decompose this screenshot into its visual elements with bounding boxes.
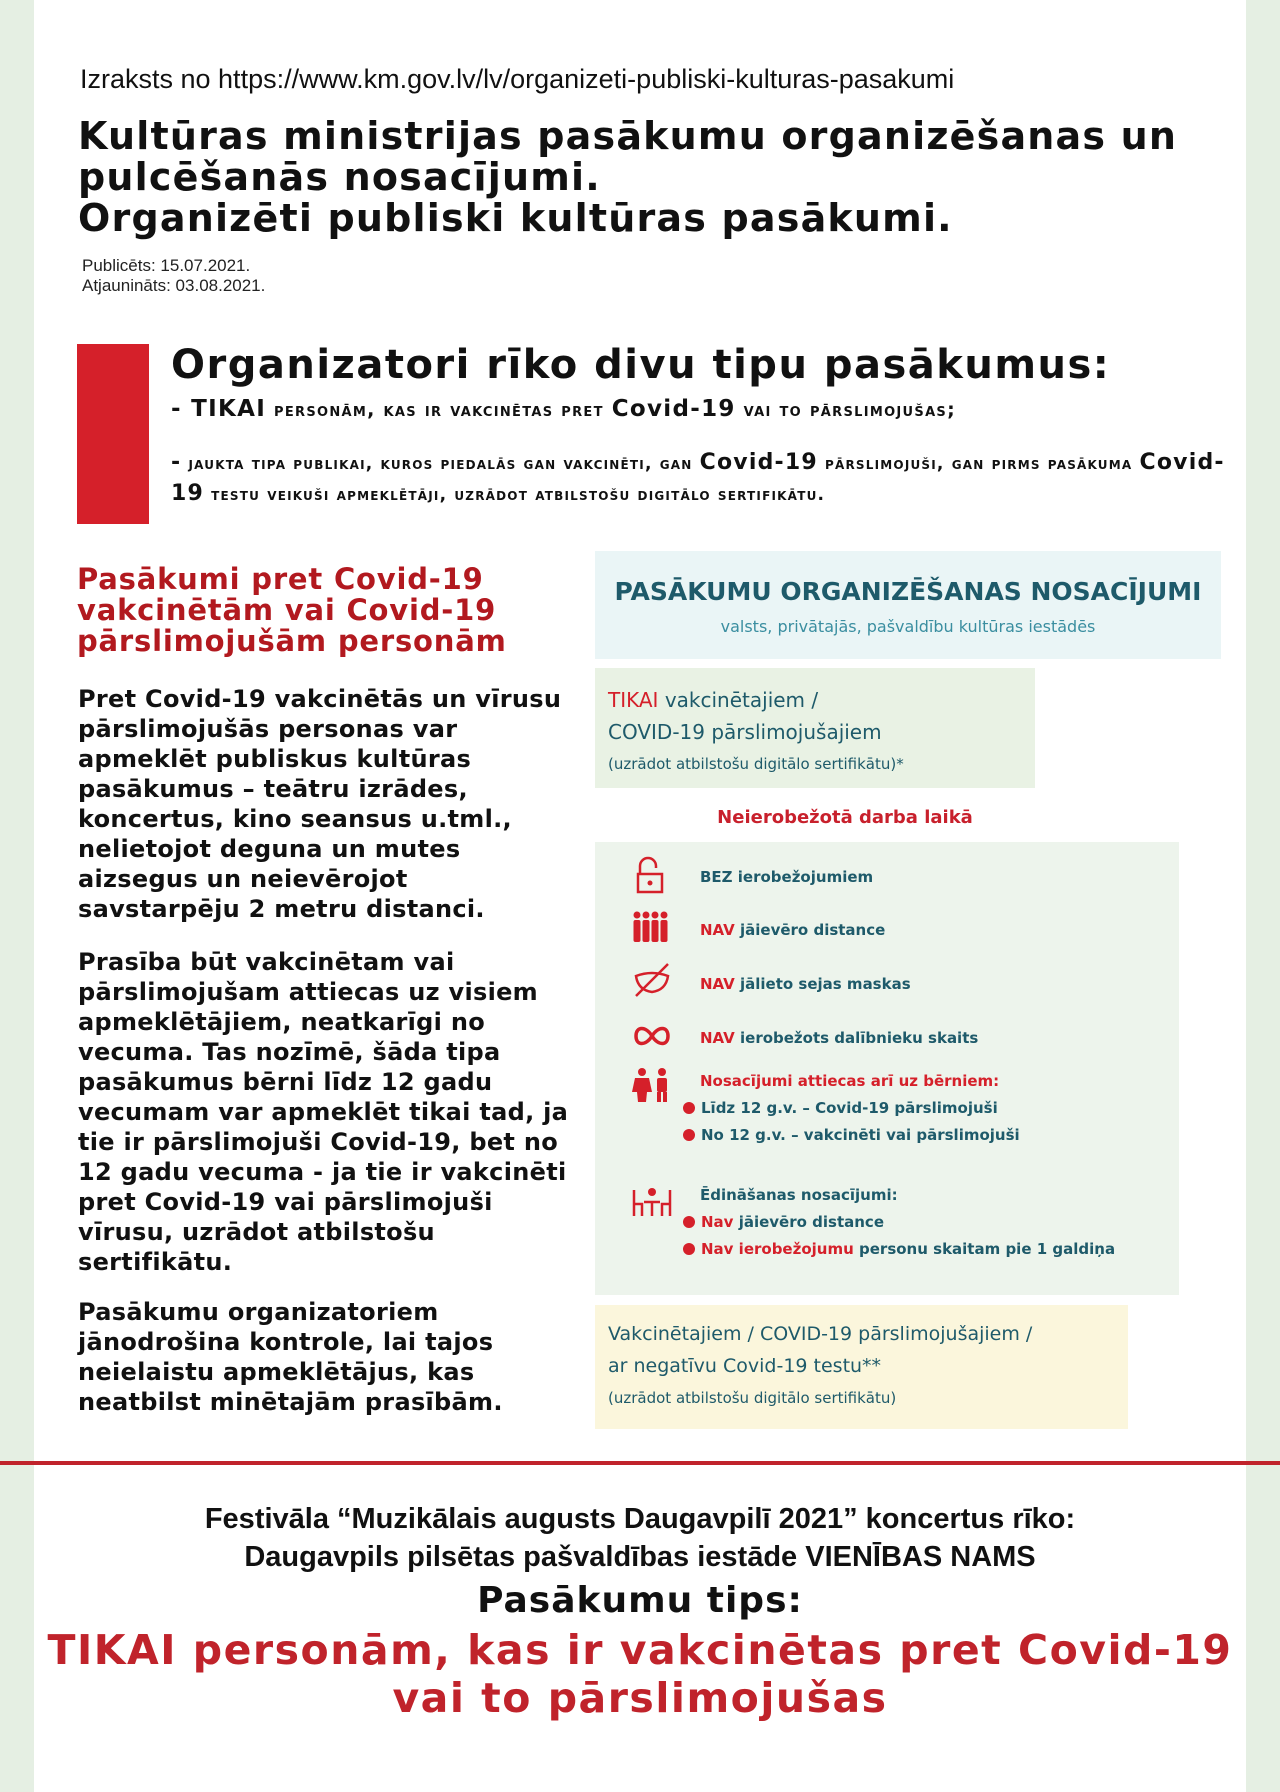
- event-type-1-prefix: - TIKAI: [171, 396, 267, 422]
- card2-line-1: Vakcinētajiem / COVID-19 pārslimojušajiem /: [608, 1323, 1033, 1345]
- card1-line-1: [608, 688, 818, 712]
- event-type-2: [171, 448, 1231, 510]
- updated-date: Atjaunināts: 03.08.2021.: [82, 276, 266, 295]
- infinity-icon: [630, 1016, 674, 1056]
- card1-line-3: (uzrādot atbilstošu digitālo sertifikātu)*: [608, 755, 904, 773]
- left-paragraph-1: Pret Covid-19 vakcinētās un vīrusu pārslimojušās personas var apmeklēt publiskus kultūras pasākumus – teātru izrādes, koncertus, kino seansus u.tml., nelietojot deguna un mutes aizsegus un neievērojot savstarpēju 2 metru distanci.: [78, 685, 562, 923]
- festival-line: Festivāla “Muzikālais augusts Daugavpilī 2021” koncertus rīko:: [204, 1503, 1076, 1535]
- infographic-subtitle: valsts, privātajās, pašvaldību kultūras iestādēs: [720, 617, 1096, 636]
- row-children-under-12-text: Līdz 12 g.v. – Covid-19 pārslimojuši: [701, 1099, 998, 1117]
- row-dining-distance-nav: Nav: [701, 1213, 734, 1231]
- mixed-audience-card: [595, 1305, 1128, 1429]
- left-column-heading: Pasākumi pret Covid-19 vakcinētām vai Covid-19 pārslimojušām personām: [77, 562, 507, 658]
- card1-line-2: COVID-19 pārslimojušajiem: [608, 720, 882, 744]
- event-types-heading: Organizatori rīko divu tipu pasākumus:: [171, 342, 1111, 388]
- row-dining-table: [683, 1240, 1115, 1258]
- children-icon: [630, 1066, 674, 1106]
- row-participants-text: ierobežots dalībnieku skaits: [740, 1029, 979, 1047]
- row-masks-text: jālieto sejas maskas: [740, 975, 911, 993]
- event-type-2-covid: Covid-19: [699, 450, 818, 475]
- row-dining-distance: [683, 1213, 884, 1231]
- row-distance: [700, 921, 885, 939]
- page-title: [78, 116, 1198, 239]
- title-line-3: Organizēti publiski kultūras pasākumi.: [78, 196, 953, 240]
- event-type-1-covid: Covid-19: [611, 396, 736, 422]
- row-masks: [700, 975, 911, 993]
- event-type-1: [171, 396, 956, 422]
- card1-vaccinated: vakcinētajiem /: [664, 688, 819, 712]
- open-lock-icon: [630, 856, 674, 896]
- left-paragraph-3: Pasākumu organizatoriem jānodrošina kontrole, lai tajos neielaistu apmeklētājus, kas neatbilst minētajām prasībām.: [78, 1298, 503, 1416]
- organizer-line: Daugavpils pilsētas pašvaldības iestāde VIENĪBAS NAMS: [244, 1541, 1036, 1573]
- crowd-icon: [630, 908, 674, 948]
- left-paragraph-2: Prasība būt vakcinētam vai pārslimojušam attiecas uz visiem apmeklētājiem, neatkarīgi no vecuma. Tas nozīmē, šāda tipa pasākumus bērni līdz 12 gadu vecumam var apmeklēt tikai tad, ja tie ir pārslimojuši Covid-19, bet no 12 gadu vecuma - ja tie ir vakcinēti pret Covid-19 vai pārslimojuši vīrusu, uzrādot atbilstošu sertifikātu.: [78, 948, 569, 1276]
- bullet-dot: [683, 1129, 695, 1141]
- conditions-list: [595, 842, 1179, 1295]
- infographic-header: [595, 551, 1221, 659]
- row-dining-distance-text: jāievēro distance: [738, 1213, 885, 1231]
- event-type-2-prefix: -: [171, 450, 182, 475]
- row-children-over-12-text: No 12 g.v. – vakcinēti vai pārslimojuši: [701, 1126, 1020, 1144]
- row-no-restrictions: BEZ ierobežojumiem: [700, 868, 874, 886]
- row-dining-head: Ēdināšanas nosacījumi:: [700, 1186, 898, 1204]
- card2-line-2: ar negatīvu Covid-19 testu**: [608, 1355, 882, 1377]
- row-distance-nav: NAV: [700, 921, 735, 939]
- title-line-2: pulcēšanās nosacījumi.: [78, 155, 601, 199]
- event-type-2-end: testu veikuši apmeklētāji, uzrādot atbilstošu digitālo sertifikātu.: [211, 485, 826, 505]
- row-dining-table-nav: Nav ierobežojumu: [701, 1240, 854, 1258]
- row-distance-text: jāievēro distance: [740, 921, 886, 939]
- dining-table-icon: [630, 1182, 674, 1222]
- bullet-dot: [683, 1216, 695, 1228]
- row-children-head: Nosacījumi attiecas arī uz bērniem:: [700, 1072, 1000, 1090]
- card2-line-3: (uzrādot atbilstošu digitālo sertifikātu): [608, 1389, 897, 1407]
- row-children-over-12: [683, 1126, 1020, 1144]
- event-type-label: Pasākumu tips:: [477, 1580, 803, 1621]
- bullet-dot: [683, 1102, 695, 1114]
- row-children-under-12: [683, 1099, 998, 1117]
- row-dining-table-text: personu skaitam pie 1 galdiņa: [859, 1240, 1116, 1258]
- no-mask-icon: [630, 960, 674, 1000]
- event-type-2-text: jaukta tipa publikai, kuros piedalās gan vakcinēti, gan: [188, 454, 693, 474]
- red-accent-bar: [77, 344, 149, 524]
- document-page: [34, 0, 1246, 1792]
- vaccinated-only-card: [595, 668, 1035, 788]
- bullet-dot: [683, 1243, 695, 1255]
- row-participants: [700, 1029, 978, 1047]
- row-participants-nav: NAV: [700, 1029, 735, 1047]
- unlimited-hours: Neierobežotā darba laikā: [717, 807, 973, 828]
- event-type-value: TIKAI personām, kas ir vakcinētas pret Covid-19 vai to pārslimojušas: [47, 1626, 1233, 1722]
- row-masks-nav: NAV: [700, 975, 735, 993]
- infographic: [595, 551, 1221, 1429]
- divider: [0, 1461, 1280, 1465]
- event-type-1-rest: vai to pārslimojušas;: [743, 399, 956, 421]
- source-line: Izraksts no https://www.km.gov.lv/lv/organizeti-publiski-kulturas-pasakumi: [80, 64, 955, 94]
- infographic-title: PASĀKUMU ORGANIZĒŠANAS NOSACĪJUMI: [614, 577, 1202, 606]
- card1-only-label: TIKAI: [608, 688, 659, 712]
- dates: [82, 256, 265, 296]
- event-type-2-rest: pārslimojuši, gan pirms pasākuma: [825, 454, 1133, 474]
- event-type-2-covid-2: Covid-19: [171, 450, 1225, 506]
- published-date: Publicēts: 15.07.2021.: [82, 256, 251, 275]
- event-type-1-text: personām, kas ir vakcinētas pret: [274, 399, 604, 421]
- title-line-1: Kultūras ministrijas pasākumu organizēšanas un: [78, 114, 1178, 158]
